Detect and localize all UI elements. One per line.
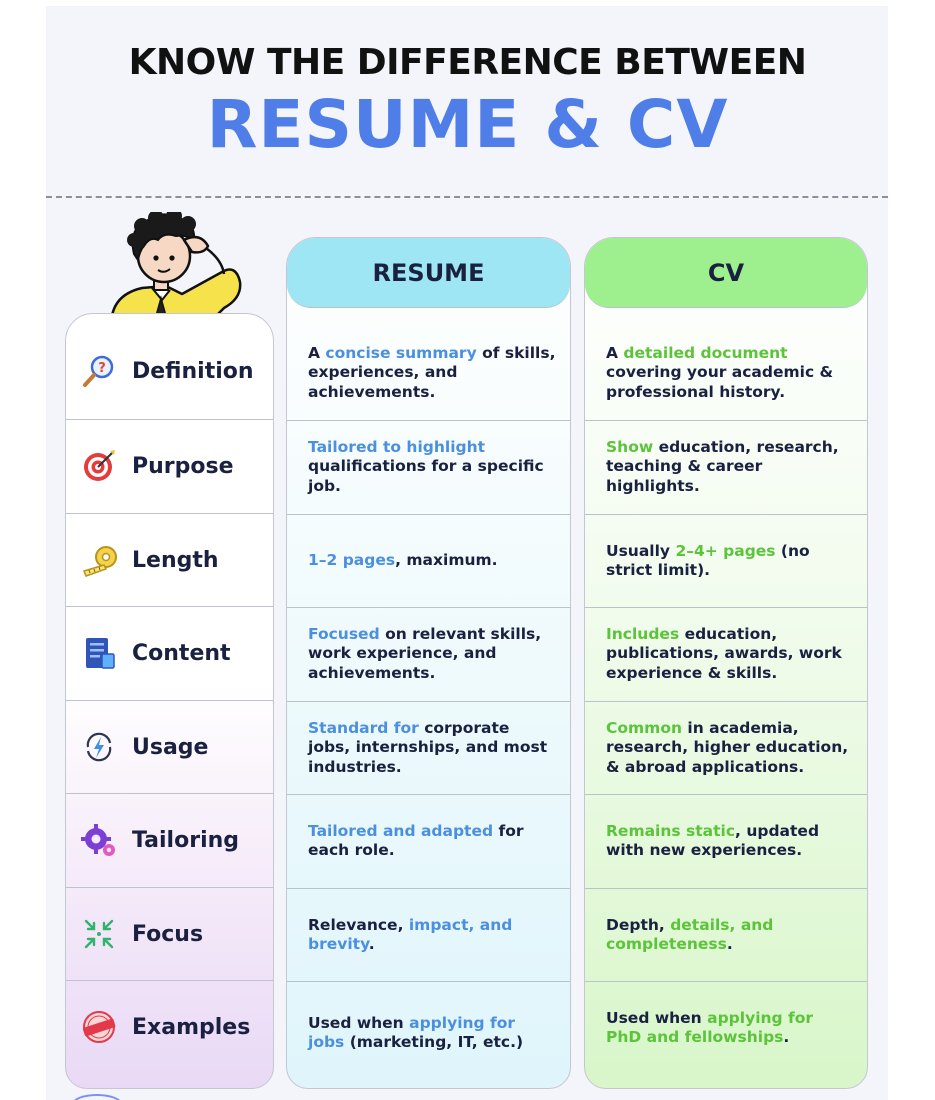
row-label-length <box>66 513 274 607</box>
resume-cell <box>287 888 570 982</box>
saluting-character-icon <box>104 212 254 316</box>
cv-cell <box>585 326 867 420</box>
row-label-definition <box>66 324 274 418</box>
svg-text:?: ? <box>98 361 106 376</box>
cv-cell <box>585 514 867 608</box>
cell-text: Used when <box>606 1008 708 1027</box>
row-label-text: Usage <box>132 734 209 760</box>
cell-text: . <box>726 935 733 953</box>
row-label-text: Tailoring <box>132 827 240 853</box>
cell-text: covering your academic & professional history. <box>606 363 834 401</box>
highlighted-text: Tailored to highlight <box>308 437 486 456</box>
cv-cell <box>585 701 867 795</box>
highlighted-text: Includes <box>606 624 680 643</box>
row-label-text: Purpose <box>132 453 234 479</box>
cell-text: Used when <box>308 1013 410 1032</box>
cell-text: Usually <box>606 541 676 560</box>
highlighted-text: Standard for <box>308 718 419 737</box>
cell-text: (marketing, IT, etc.) <box>344 1033 524 1051</box>
label-column <box>65 313 274 1089</box>
row-label-text: Examples <box>132 1014 251 1040</box>
cell-text: of skills, experiences, and achievements. <box>308 343 556 401</box>
highlighted-text: Tailored and adapted <box>308 821 494 840</box>
highlighted-text: detailed document <box>623 343 788 362</box>
cv-column <box>584 237 868 1089</box>
cv-cell <box>585 607 867 701</box>
resume-cell <box>287 326 570 420</box>
cell-text: on relevant skills, work experience, and achievements. <box>308 624 542 682</box>
target-icon <box>80 447 118 485</box>
highlighted-text: applying for PhD and fellowships <box>606 1008 814 1046</box>
resume-cell <box>287 607 570 701</box>
highlighted-text: impact, and brevity <box>308 915 513 953</box>
resume-cell <box>287 986 570 1080</box>
row-label-text: Content <box>132 640 231 666</box>
cell-text: Relevance, <box>308 915 409 934</box>
cv-header: CV <box>585 238 867 308</box>
highlighted-text: 1–2 pages <box>308 551 396 570</box>
cell-text: . <box>368 935 375 953</box>
gear-cogs-icon <box>80 821 118 859</box>
highlighted-text: Common <box>606 718 683 737</box>
cell-text: , maximum. <box>395 551 498 570</box>
magnifier-question-icon <box>80 352 118 390</box>
cv-cell <box>585 888 867 982</box>
title-line-2: RESUME & CV <box>206 86 729 163</box>
row-label-focus <box>66 887 274 981</box>
resume-cell <box>287 794 570 888</box>
cell-text: qualifications for a specific job. <box>308 457 544 495</box>
resume-header: RESUME <box>287 238 570 308</box>
lightning-cycle-icon <box>80 728 118 766</box>
highlighted-text: applying for jobs <box>308 1013 516 1051</box>
cell-text: A <box>606 343 624 362</box>
highlighted-text: details, and completeness <box>606 915 774 953</box>
document-list-icon <box>80 634 118 672</box>
cell-text: education, research, teaching & career highlights. <box>606 437 839 495</box>
row-label-content <box>66 606 274 700</box>
focus-arrows-icon <box>80 915 118 953</box>
row-label-text: Focus <box>132 921 204 947</box>
cell-text: Depth, <box>606 915 671 934</box>
cell-text: education, publications, awards, work experience & skills. <box>606 624 842 682</box>
cell-text: (no strict limit). <box>606 541 810 579</box>
highlighted-text: concise summary <box>325 343 477 362</box>
cell-text: corporate jobs, internships, and most industries. <box>308 718 548 776</box>
row-label-examples <box>66 980 274 1074</box>
row-label-purpose <box>66 419 274 513</box>
highlighted-text: Focused <box>308 624 380 643</box>
resume-cell <box>287 420 570 514</box>
cell-text: . <box>783 1028 790 1046</box>
cell-text: in academia, research, higher education, & abroad applications. <box>606 718 849 776</box>
row-label-usage <box>66 700 274 794</box>
title-line-1: KNOW THE DIFFERENCE BETWEEN <box>128 42 807 83</box>
row-label-text: Length <box>132 547 219 573</box>
highlighted-text: 2–4+ pages <box>675 541 776 560</box>
resume-cell <box>287 514 570 608</box>
highlighted-text: Remains static <box>606 821 736 840</box>
resume-column <box>286 237 571 1089</box>
cell-text: , updated with new experiences. <box>606 821 820 859</box>
cell-text: for each role. <box>308 821 524 859</box>
cell-text: A <box>308 343 326 362</box>
dashed-divider <box>46 196 888 198</box>
cv-cell <box>585 981 867 1075</box>
cv-cell <box>585 794 867 888</box>
row-label-tailoring <box>66 793 274 887</box>
example-stamp-icon <box>80 1008 118 1046</box>
row-label-text: Definition <box>132 358 254 384</box>
measuring-tape-icon <box>80 541 118 579</box>
highlighted-text: Show <box>606 437 654 456</box>
cv-cell <box>585 420 867 514</box>
resume-cell <box>287 701 570 795</box>
